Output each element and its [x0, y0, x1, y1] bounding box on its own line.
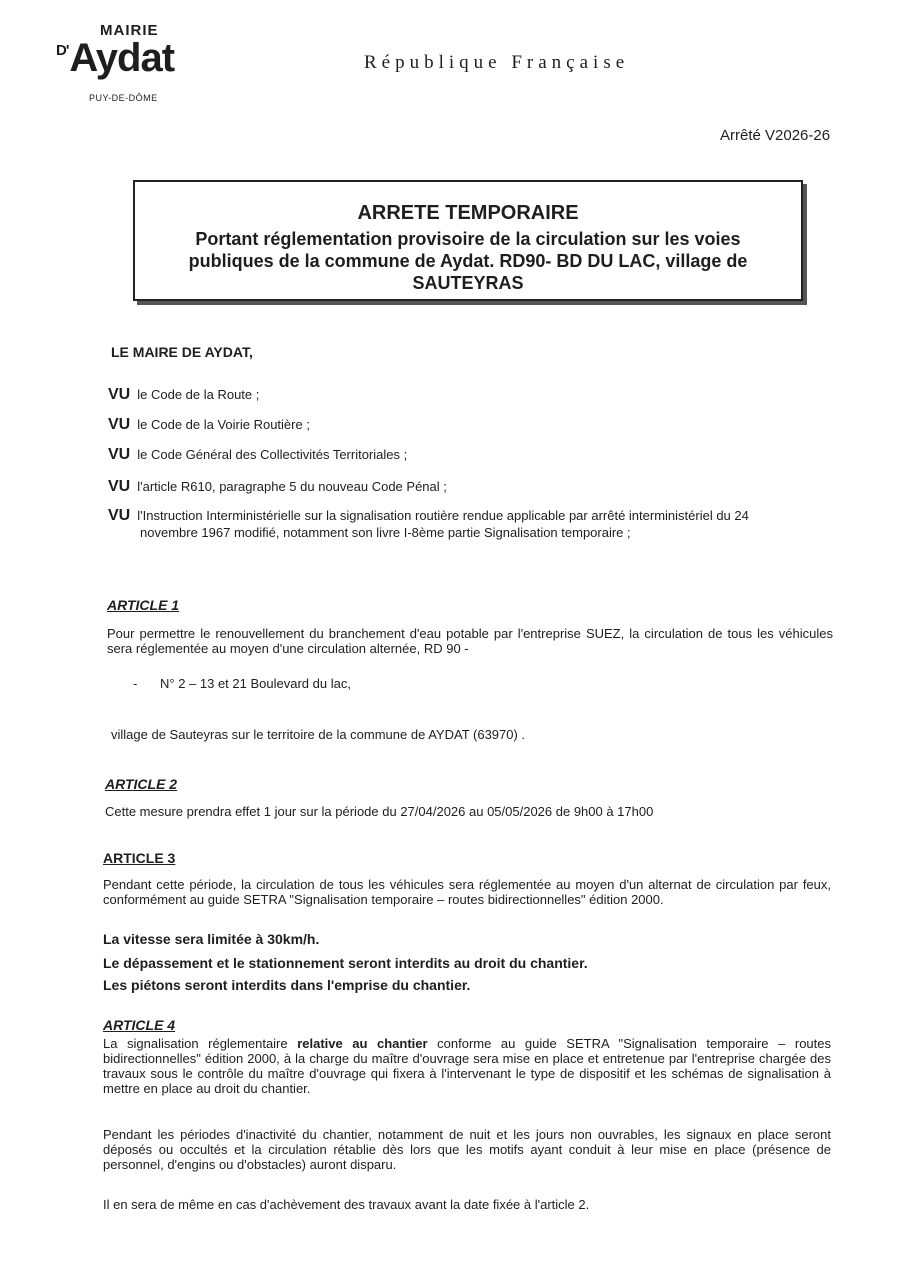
logo-name: Aydat	[69, 36, 175, 80]
article-3-pedestrians: Les piétons seront interdits dans l'emprise du chantier.	[103, 977, 471, 993]
article-1-heading: ARTICLE 1	[107, 597, 180, 613]
article-1-village: village de Sauteyras sur le territoire de la commune de AYDAT (63970) .	[111, 727, 526, 742]
article-1-bullet-text: N° 2 – 13 et 21 Boulevard du lac,	[160, 676, 351, 691]
logo-prefix: D'	[56, 42, 69, 59]
article-2-heading: ARTICLE 2	[105, 776, 178, 792]
intro-maire: LE MAIRE DE AYDAT,	[111, 344, 253, 360]
article-4-paragraph-3: Il en sera de même en cas d'achèvement des travaux avant la date fixée à l'article 2.	[103, 1197, 590, 1212]
vu-text: le Code de la Voirie Routière ;	[137, 417, 310, 432]
vu-item	[108, 446, 407, 464]
vu-item	[108, 416, 310, 434]
article-3-heading: ARTICLE 3	[103, 850, 176, 866]
vu-text: l'Instruction Interministérielle sur la signalisation routière rendue applicable par arrêté interministériel du 24	[137, 508, 749, 523]
vu-label: VU	[108, 416, 131, 433]
vu-label: VU	[108, 478, 131, 495]
article-4-paragraph-1	[103, 1036, 831, 1096]
article-4-p1-bold: relative au chantier	[297, 1036, 428, 1051]
vu-label: VU	[108, 507, 131, 524]
vu-item	[108, 386, 259, 404]
article-3-text: Pendant cette période, la circulation de tous les véhicules sera réglementée au moyen d'un alternat de circulation par feux, conformément au guide SETRA "Signalisation temporaire – routes bidirectionnelles" édition 2000.	[103, 877, 831, 907]
republique-francaise: République Française	[364, 52, 630, 73]
vu-text: le Code de la Route ;	[137, 387, 260, 402]
article-3-overtaking: Le dépassement et le stationnement seront interdits au droit du chantier.	[103, 955, 588, 971]
title-subheading: Portant réglementation provisoire de la circulation sur les voies publiques de la commune de Aydat. RD90- BD DU LAC, village de SAUTEYRAS	[188, 229, 748, 293]
logo-mairie-label: MAIRIE	[100, 22, 159, 39]
article-1-bullet-marker: -	[133, 676, 138, 691]
article-3-speed-limit: La vitesse sera limitée à 30km/h.	[103, 931, 320, 947]
article-2-text: Cette mesure prendra effet 1 jour sur la période du 27/04/2026 au 05/05/2026 de 9h00 à 17h00	[105, 804, 654, 819]
article-1-text: Pour permettre le renouvellement du branchement d'eau potable par l'entreprise SUEZ, la circulation de tous les véhicules sera réglementée au moyen d'une circulation alternée, RD 90 -	[107, 626, 833, 656]
vu-item	[108, 478, 447, 496]
vu-item	[108, 507, 848, 540]
logo-department: PUY-DE-DÔME	[89, 93, 158, 103]
article-4-p1-pre: La signalisation réglementaire	[103, 1036, 298, 1051]
title-heading: ARRETE TEMPORAIRE	[357, 202, 579, 224]
article-4-heading: ARTICLE 4	[103, 1017, 176, 1033]
logo	[56, 36, 174, 81]
vu-label: VU	[108, 386, 131, 403]
vu-label: VU	[108, 446, 131, 463]
title-box	[133, 180, 803, 301]
article-4-paragraph-2: Pendant les périodes d'inactivité du chantier, notamment de nuit et les jours non ouvrables, les signaux en place seront déposés ou occultés et la circulation rétablie dès lors que les motifs ayant conduit à leur mise en place (présence de personnel, d'engins ou d'obstacles) auront disparu.	[103, 1127, 831, 1172]
arrete-reference: Arrêté V2026-26	[720, 127, 831, 144]
vu-text: le Code Général des Collectivités Territoriales ;	[137, 447, 408, 462]
article-4-p1-post: conforme au guide SETRA "Signalisation temporaire – routes bidirectionnelles" édition 2000, à la charge du maître d'ouvrage sera mise en place et entretenue par l'entreprise chargée des travaux sous le contrôle du maître d'ouvrage qui fixera à l'intervenant le type de dispositif et les schémas de signalisation à mettre en place au droit du chantier.	[103, 1036, 832, 1096]
vu-text-continued: novembre 1967 modifié, notamment son livre I-8ème partie Signalisation temporaire ;	[140, 525, 631, 540]
vu-text: l'article R610, paragraphe 5 du nouveau Code Pénal ;	[137, 479, 447, 494]
